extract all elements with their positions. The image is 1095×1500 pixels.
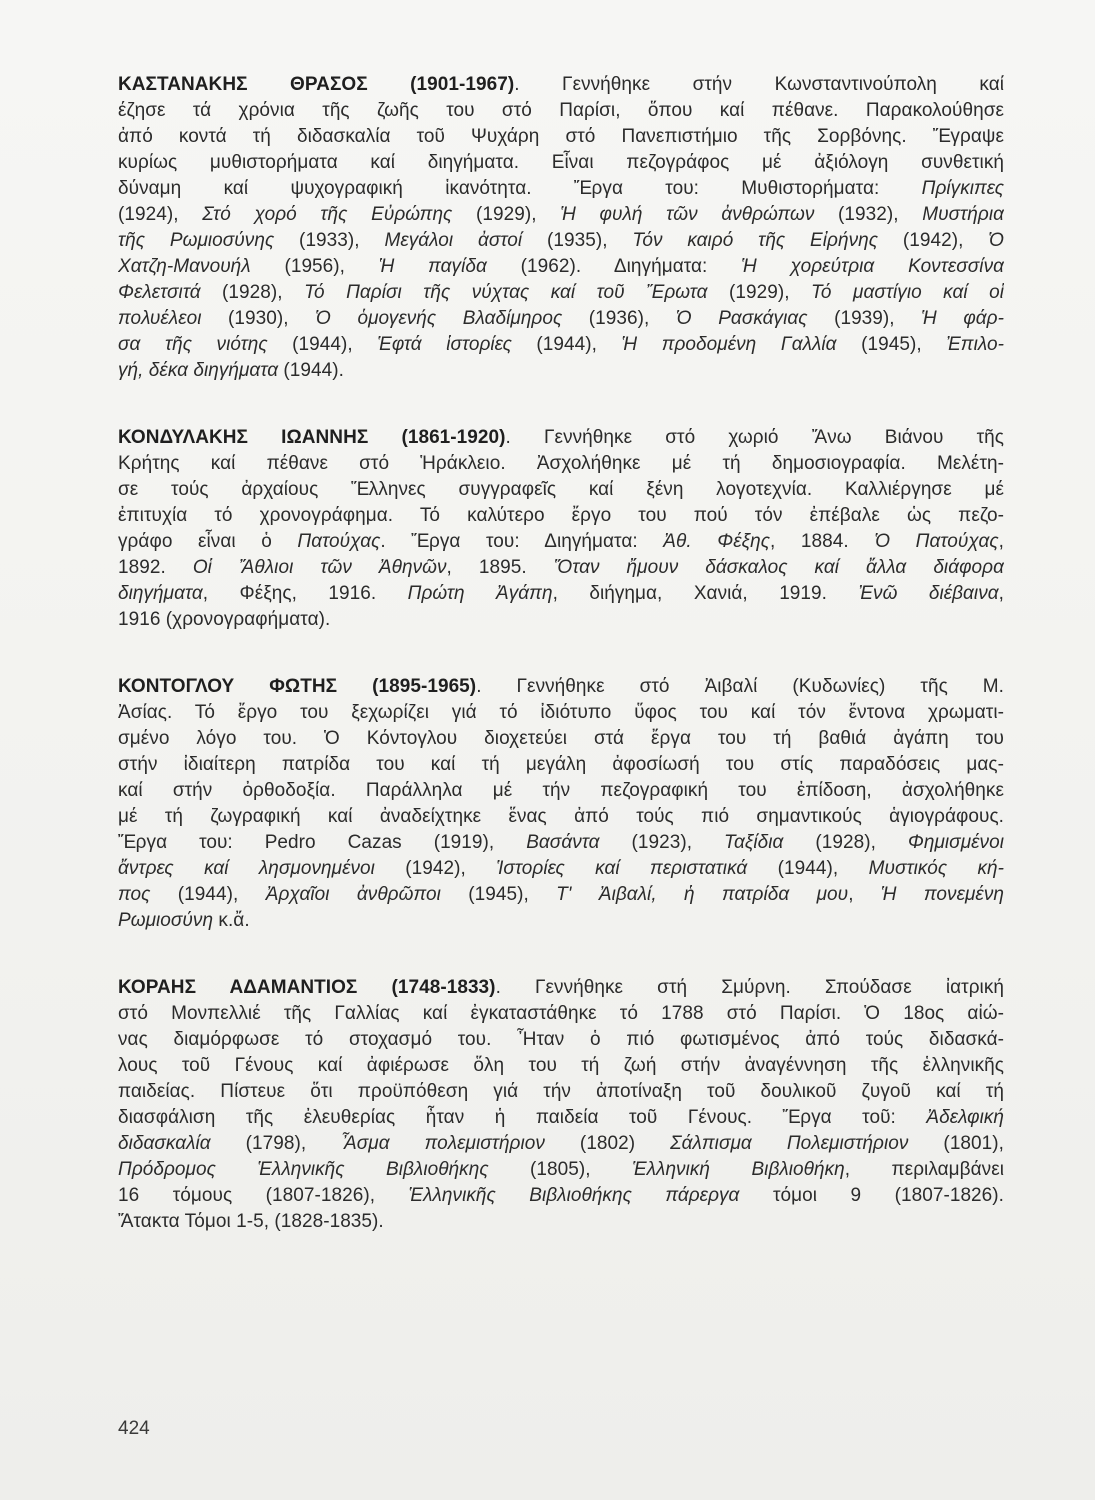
text-line [118,882,1004,908]
text-line [118,254,1004,280]
work-title: Χατζη-Μανουήλ [118,256,251,277]
body-text: (1802) [544,1133,671,1154]
work-title: Ἀρχαῖοι ἀνθρῶποι [265,884,441,905]
work-title: Ταξίδια [724,832,784,853]
body-text: (1944), [511,334,622,355]
text-line [118,975,1004,1001]
work-title: Ἆσμα πολεμιστήριον [341,1133,545,1154]
body-text: κυρίως μυθιστορήματα καί διηγήματα. Εἶναι πεζογράφος μέ ἀξιόλογη συνθετική [118,152,1004,173]
body-text: καί στήν ὀρθοδοξία. Παράλληλα μέ τήν πεζογραφική του ἐπίδοση, ἀσχολήθηκε [118,780,1004,801]
work-title: Μυστήρια [922,204,1004,225]
body-text: (1923), [599,832,725,853]
work-title: Τό Παρίσι τῆς νύχτας καί τοῦ Ἔρωτα [304,282,708,303]
body-text: , διήγημα, Χανιά, 1919. [552,583,859,604]
text-line [118,778,1004,804]
text-line [118,176,1004,202]
work-title: Τ' Ἀιβαλί, ἡ πατρίδα μου [556,884,849,905]
body-text: τόμοι 9 (1807-1826). [739,1185,1004,1206]
body-text: , [998,531,1004,552]
body-text: (1933), [274,230,385,251]
work-title: Ἡ φάρ- [921,308,1004,329]
body-text: Ἔργα του: Pedro Cazas (1919), [118,832,527,853]
work-title: Ἀδελφική [926,1107,1004,1128]
text-line [118,607,1004,633]
entry-heading: ΚΟΝΔΥΛΑΚΗΣ ΙΩΑΝΝΗΣ (1861-1920) [118,427,506,448]
work-title: σα τῆς νιότης [118,334,268,355]
work-title: Ὁ [988,230,1004,251]
text-line [118,124,1004,150]
text-line [118,451,1004,477]
body-text: (1945), [836,334,947,355]
body-text: . Γεννήθηκε στή Σμύρνη. Σπούδασε ἰατρική [495,977,1004,998]
body-text: (1942), [878,230,989,251]
text-line [118,332,1004,358]
body-text: λους τοῦ Γένους καί ἀφιέρωσε ὅλη του τή ζωή στήν ἀναγέννηση τῆς ἑλληνικῆς [118,1055,1004,1076]
body-text: (1945), [440,884,557,905]
work-title: Φελετσιτά [118,282,201,303]
text-line [118,1105,1004,1131]
work-title: πολυέλεοι [118,308,202,329]
body-text: ἀπό κοντά τή διδασκαλία τοῦ Ψυχάρη στό Πανεπιστήμιο τῆς Σορβόνης. Ἔγραψε [118,126,1004,147]
work-title: Σάλπισμα Πολεμιστήριον [670,1133,909,1154]
work-title: Μεγάλοι ἀστοί [384,230,523,251]
text-line [118,752,1004,778]
work-title: Ἱστορίες καί περιστατικά [496,858,748,879]
body-text: , 1884. [770,531,875,552]
body-text: (1944), [150,884,266,905]
body-text: . Γεννήθηκε στό Ἀιβαλί (Κυδωνίες) τῆς Μ. [476,676,1004,697]
body-text: . Ἔργα του: Διηγήματα: [380,531,664,552]
text-line [118,700,1004,726]
body-text: (1956), [250,256,379,277]
work-title: Ρωμιοσύνη [118,910,214,931]
text-line [118,1157,1004,1183]
text-line [118,674,1004,700]
body-text: (1805), [488,1159,633,1180]
work-title: Ἐνῶ διέβαινα [858,583,999,604]
body-text: έζησε τά χρόνια τῆς ζωῆς του στό Παρίσι, ὅπου καί πέθανε. Παρακολούθησε [118,100,1004,121]
text-line [118,726,1004,752]
work-title: Ἡ παγίδα [378,256,487,277]
text-line [118,529,1004,555]
body-text: (1939), [807,308,922,329]
text-line [118,555,1004,581]
text-line [118,1079,1004,1105]
text-line [118,1053,1004,1079]
text-line [118,150,1004,176]
body-text: (1944). [278,360,344,381]
body-text: 1892. [118,557,193,578]
body-text: στήν ἰδιαίτερη πατρίδα του καί τή μεγάλη ἀφοσίωσή του στίς παραδόσεις μας- [118,754,1004,775]
work-title: Βασάντα [526,832,600,853]
work-title: Ἡ χορεύτρια Κοντεσσίνα [741,256,1004,277]
work-title: Πατούχας [297,531,381,552]
work-title: Φημισμένοι [907,832,1004,853]
biography-entry [118,975,1004,1235]
body-text: (1798), [210,1133,342,1154]
entry-heading: ΚΟΝΤΟΓΛΟΥ ΦΩΤΗΣ (1895-1965) [118,676,477,697]
text-line [118,1027,1004,1053]
body-text: γράφο εἶναι ὁ [118,531,298,552]
work-title: Τόν καιρό τῆς Εἰρήνης [632,230,879,251]
work-title: γή, δέκα διηγήματα [118,360,279,381]
work-title: Ὁ Πατούχας [874,531,999,552]
body-text: . Γεννήθηκε στό χωριό Ἄνω Βιάνου τῆς [505,427,1004,448]
work-title: τῆς Ρωμιοσύνης [118,230,275,251]
biography-entry [118,425,1004,633]
body-text: , Φέξης, 1916. [202,583,408,604]
work-title: Ἑφτά ἱστορίες [377,334,512,355]
body-text: (1928), [200,282,305,303]
work-title: Ἡ πονεμένη [880,884,1004,905]
text-line [118,477,1004,503]
text-line [118,306,1004,332]
work-title: ἄντρες καί λησμονημένοι [118,858,375,879]
body-text: , [998,583,1004,604]
body-text: σμένο λόγο του. Ὁ Κόντογλου διοχετεύει στά ἔργα του τή βαθιά ἀγάπη του [118,728,1004,749]
entry-heading: ΚΟΡΑΗΣ ΑΔΑΜΑΝΤΙΟΣ (1748-1833) [118,977,496,998]
body-text: (1930), [201,308,316,329]
body-text: . Γεννήθηκε στήν Κωνσταντινούπολη καί [514,74,1004,95]
text-line [118,908,1004,934]
body-text: , περιλαμβάνει [844,1159,1004,1180]
body-text: 16 τόμους (1807-1826), [118,1185,409,1206]
dictionary-entries [118,72,1004,1276]
body-text: δύναμη καί ψυχογραφική ἱκανότητα. Ἔργα του: Μυθιστορήματα: [118,178,922,199]
entry-heading: ΚΑΣΤΑΝΑΚΗΣ ΘΡΑΣΟΣ (1901-1967) [118,74,515,95]
work-title: Τό μαστίγιο καί οἱ [810,282,1004,303]
body-text: (1924), [118,204,203,225]
work-title: Ἑλληνικῆς Βιβλιοθήκης πάρεργα [408,1185,740,1206]
work-title: Πρίγκιπες [921,178,1004,199]
body-text: 1916 (χρονογραφήματα). [118,609,331,630]
body-text: διασφάλιση τῆς ἐλευθερίας ἦταν ἡ παιδεία τοῦ Γένους. Ἔργα τοῦ: [118,1107,927,1128]
body-text: (1944), [747,858,869,879]
body-text: (1932), [814,204,923,225]
page-number: 424 [118,1418,150,1439]
work-title: πος [118,884,151,905]
body-text: , [848,884,881,905]
text-line [118,280,1004,306]
body-text: (1801), [908,1133,1004,1154]
work-title: Ἡ φυλή τῶν ἀνθρώπων [560,204,815,225]
body-text: (1944), [267,334,378,355]
work-title: Οἱ Ἄθλιοι τῶν Ἀθηνῶν [192,557,447,578]
text-line [118,228,1004,254]
work-title: Ὁ Ρασκάγιας [675,308,808,329]
work-title: Πρώτη Ἀγάπη [407,583,553,604]
work-title: Ἡ προδομένη Γαλλία [621,334,837,355]
text-line [118,581,1004,607]
body-text: Κρήτης καί πέθανε στό Ἡράκλειο. Ἀσχολήθηκε μέ τή δημοσιογραφία. Μελέτη- [118,453,1004,474]
body-text: κ.ἄ. [213,910,250,931]
text-line [118,1209,1004,1235]
text-line [118,856,1004,882]
body-text: Ἄτακτα Τόμοι 1-5, (1828-1835). [118,1211,384,1232]
biography-entry [118,674,1004,934]
body-text: (1929), [452,204,561,225]
work-title: Πρόδρομος Ἑλληνικῆς Βιβλιοθήκης [118,1159,489,1180]
work-title: διηγήματα [118,583,203,604]
text-line [118,202,1004,228]
text-line [118,830,1004,856]
text-line [118,1001,1004,1027]
text-line [118,72,1004,98]
work-title: Μυστικός κή- [868,858,1004,879]
work-title: Ἑλληνική Βιβλιοθήκη [632,1159,845,1180]
text-line [118,425,1004,451]
body-text: Ἀσίας. Τό ἔργο του ξεχωρίζει γιά τό ἰδιότυπο ὕφος του καί τόν ἔντονα χρωματι- [118,702,1004,723]
work-title: Ἐπιλο- [946,334,1004,355]
body-text: (1942), [374,858,497,879]
text-line [118,98,1004,124]
text-line [118,503,1004,529]
body-text: νας διαμόρφωσε τό στοχασμό του. Ἦταν ὁ πιό φωτισμένος ἀπό τούς διδασκά- [118,1029,1004,1050]
body-text: (1962). Διηγήματα: [486,256,742,277]
work-title: διδασκαλία [118,1133,211,1154]
body-text: παιδείας. Πίστευε ὅτι προϋπόθεση γιά τήν ἀποτίναξη τοῦ δουλικοῦ ζυγοῦ καί τή [118,1081,1004,1102]
body-text: , 1895. [446,557,554,578]
work-title: Ὅταν ἤμουν δάσκαλος καί ἄλλα διάφορα [553,557,1004,578]
body-text: (1928), [783,832,908,853]
text-line [118,804,1004,830]
text-line [118,358,1004,384]
text-line [118,1183,1004,1209]
work-title: Ἀθ. Φέξης [663,531,771,552]
body-text: σε τούς ἀρχαίους Ἕλληνες συγγραφεῖς καί ξένη λογοτεχνία. Καλλιέργησε μέ [118,479,1004,500]
body-text: (1935), [522,230,633,251]
body-text: ἐπιτυχία τό χρονογράφημα. Τό καλύτερο ἔργο του πού τόν ἐπέβαλε ὡς πεζο- [118,505,1004,526]
body-text: μέ τή ζωγραφική καί ἀναδείχτηκε ἕνας ἀπό τούς πιό σημαντικούς ἁγιογράφους. [118,806,1004,827]
body-text: στό Μονπελλιέ τῆς Γαλλίας καί ἐγκαταστάθηκε τό 1788 στό Παρίσι. Ὁ 18ος αἰώ- [118,1003,1004,1024]
text-line [118,1131,1004,1157]
work-title: Ὁ ὁμογενής Βλαδίμηρος [315,308,563,329]
biography-entry [118,72,1004,384]
body-text: (1929), [707,282,811,303]
work-title: Στό χορό τῆς Εὐρώπης [202,204,453,225]
body-text: (1936), [562,308,676,329]
